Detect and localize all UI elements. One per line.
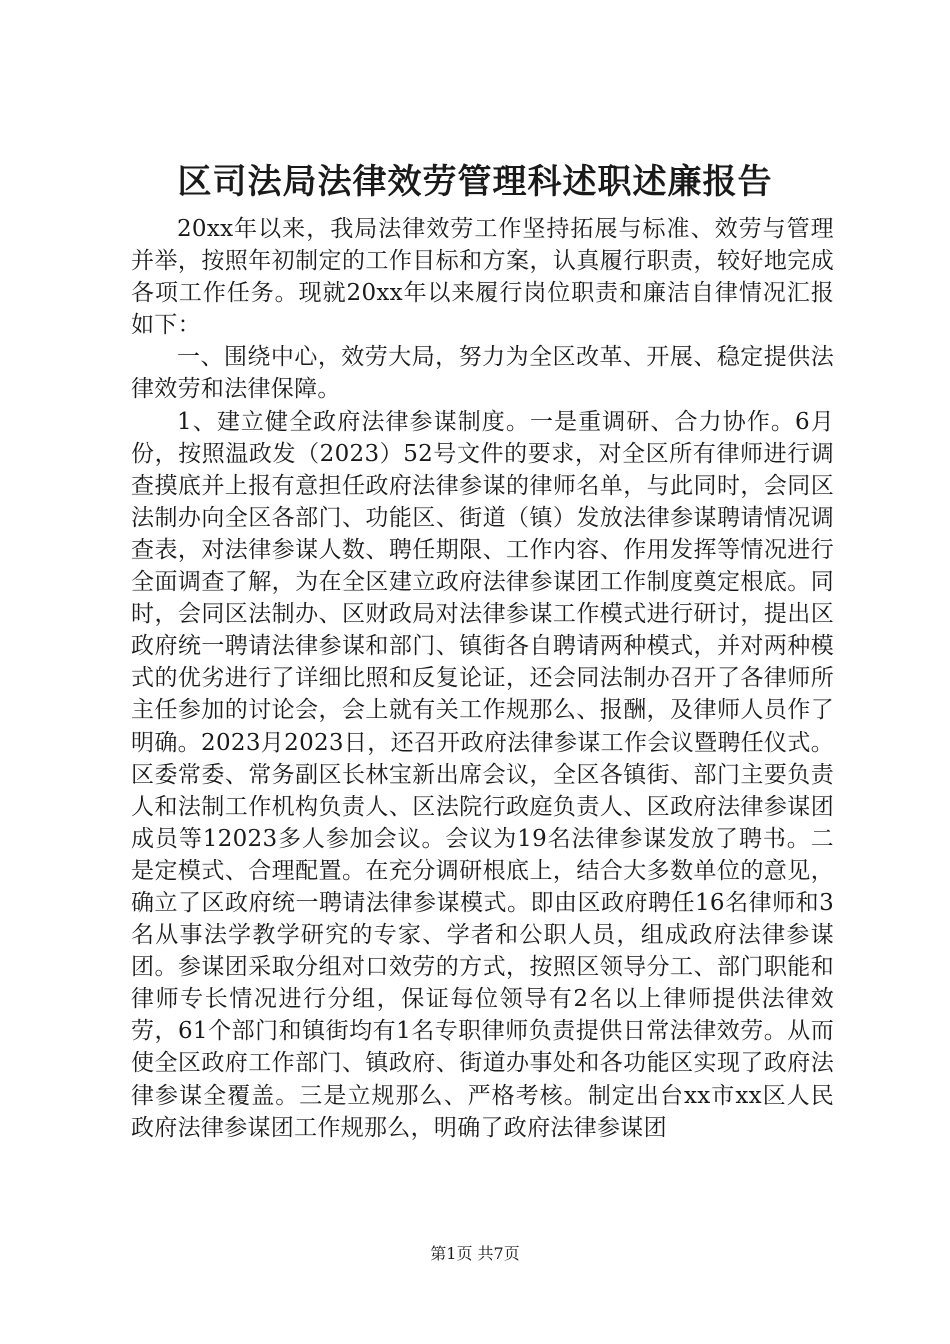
page-number: 第1页 共7页 xyxy=(430,1244,520,1263)
page-footer xyxy=(0,1243,950,1265)
paragraph-intro: 20xx年以来，我局法律效劳工作坚持拓展与标准、效劳与管理并举，按照年初制定的工作目标和方案，认真履行职责，较好地完成各项工作任务。现就20xx年以来履行岗位职责和廉洁自律情况汇报如下： xyxy=(131,216,834,339)
document-body xyxy=(131,213,834,1144)
paragraph-item-1: 1、建立健全政府法律参谋制度。一是重调研、合力协作。6月份，按照温政发（2023）52号文件的要求，对全区所有律师进行调查摸底并上报有意担任政府法律参谋的律师名单，与此同时，会同区法制办向全区各部门、功能区、街道（镇）发放法律参谋聘请情况调查表，对法律参谋人数、聘任期限、工作内容、作用发挥等情况进行全面调查了解，为在全区建立政府法律参谋团工作制度奠定根底。同时，会同区法制办、区财政局对法律参谋工作模式进行研讨，提出区政府统一聘请法律参谋和部门、镇街各自聘请两种模式，并对两种模式的优劣进行了详细比照和反复论证，还会同法制办召开了各律师所主任参加的讨论会，会上就有关工作规那么、报酬，及律师人员作了明确。2023月2023日，还召开政府法律参谋工作会议暨聘任仪式。区委常委、常务副区长林宝新出席会议，全区各镇街、部门主要负责人和法制工作机构负责人、区法院行政庭负责人、区政府法律参谋团成员等12023多人参加会议。会议为19名法律参谋发放了聘书。二是定模式、合理配置。在充分调研根底上，结合大多数单位的意见，确立了区政府统一聘请法律参谋模式。即由区政府聘任16名律师和3名从事法学教学研究的专家、学者和公职人员，组成政府法律参谋团。参谋团采取分组对口效劳的方式，按照区领导分工、部门职能和律师专长情况进行分组，保证每位领导有2名以上律师提供法律效劳，61个部门和镇街均有1名专职律师负责提供日常法律效劳。从而使全区政府工作部门、镇政府、街道办事处和各功能区实现了政府法律参谋全覆盖。三是立规那么、严格考核。制定出台xx市xx区人民政府法律参谋团工作规那么，明确了政府法律参谋团 xyxy=(131,408,834,1141)
paragraph-section-heading: 一、围绕中心，效劳大局，努力为全区改革、开展、稳定提供法律效劳和法律保障。 xyxy=(131,344,834,403)
document-title: 区司法局法律效劳管理科述职述廉报告 xyxy=(177,162,773,202)
